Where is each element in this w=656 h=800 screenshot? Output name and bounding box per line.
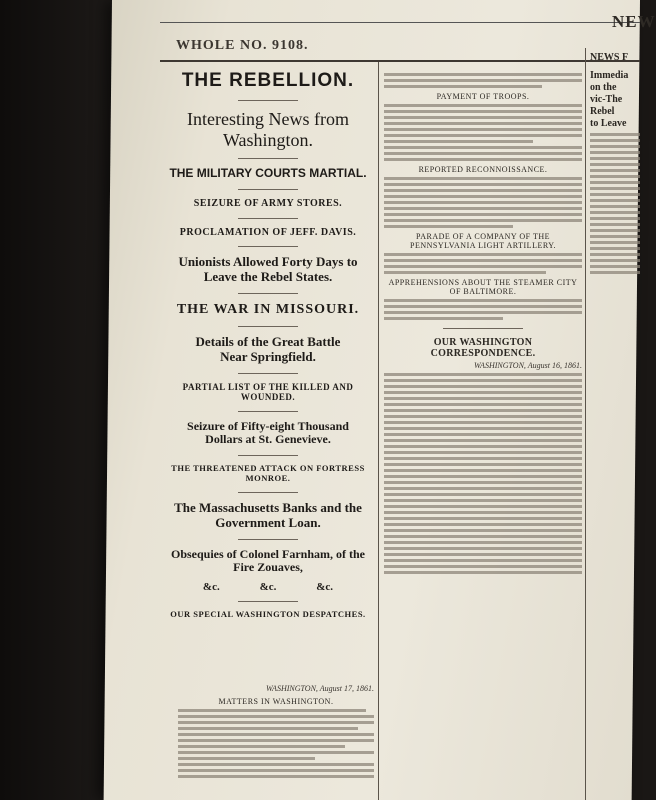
text-line — [384, 397, 582, 400]
text-line — [590, 241, 640, 244]
divider — [238, 492, 298, 493]
text-line — [590, 205, 640, 208]
divider — [443, 328, 523, 329]
text-line — [384, 79, 582, 82]
divider — [238, 246, 298, 247]
text-line — [590, 151, 640, 154]
column-3-head: NEWS F — [590, 52, 629, 63]
column-divider-1 — [378, 62, 379, 800]
divider — [238, 601, 298, 602]
text-line — [590, 181, 640, 184]
text-line — [384, 158, 582, 161]
section-heading: PARADE OF A COMPANY OF THE PENNSYLVANIA LIGHT ARTILLERY. — [410, 232, 556, 250]
text-line — [178, 775, 374, 778]
headline-proclamation: PROCLAMATION OF JEFF. DAVIS. — [179, 226, 357, 238]
divider — [238, 373, 298, 374]
text-line — [384, 134, 582, 137]
text-line — [590, 199, 640, 202]
text-line — [384, 553, 582, 556]
column-3-fragment: Immedia — [590, 70, 629, 81]
masthead-fragment: NEW — [612, 12, 656, 31]
text-line — [384, 373, 582, 376]
text-line — [384, 128, 582, 131]
etc-mark: &c. — [202, 581, 220, 594]
subhead-matters: MATTERS IN WASHINGTON. — [218, 697, 334, 706]
top-rule — [160, 22, 640, 23]
text-line — [178, 733, 374, 736]
headline-unionists: Unionists Allowed Forty Days to Leave the Rebel States. — [178, 254, 358, 284]
text-line — [590, 139, 640, 142]
text-line — [384, 385, 582, 388]
divider — [238, 100, 298, 101]
column-3-fragment: Rebel — [590, 106, 615, 117]
text-line — [384, 457, 582, 460]
headline-army-stores: SEIZURE OF ARMY STORES. — [193, 198, 343, 210]
text-line — [384, 317, 503, 320]
divider — [238, 218, 298, 219]
text-line — [384, 379, 582, 382]
header-rule — [160, 60, 640, 62]
text-line — [384, 421, 582, 424]
text-line — [384, 409, 582, 412]
text-line — [384, 253, 582, 256]
text-line — [384, 116, 582, 119]
text-line — [384, 73, 582, 76]
text-line — [384, 541, 582, 544]
text-line — [384, 535, 582, 538]
text-line — [590, 235, 640, 238]
section-heading: REPORTED RECONNOISSANCE. — [418, 165, 548, 174]
etc-mark: &c. — [316, 581, 334, 594]
text-line — [384, 571, 582, 574]
column-1 — [160, 66, 376, 620]
text-line — [384, 110, 582, 113]
column-2 — [384, 70, 582, 577]
headline-springfield: Details of the Great Battle Near Springfield. — [195, 333, 341, 364]
headline-rebellion: THE REBELLION. — [181, 70, 355, 91]
section-heading: PAYMENT OF TROOPS. — [436, 92, 530, 101]
column-1-body — [178, 684, 374, 781]
text-line — [384, 547, 582, 550]
headline-courts-martial: THE MILITARY COURTS MARTIAL. — [169, 166, 367, 181]
text-line — [384, 152, 582, 155]
text-line — [384, 469, 582, 472]
text-line — [590, 157, 640, 160]
text-line — [178, 751, 374, 754]
text-line — [590, 211, 640, 214]
text-line — [590, 145, 640, 148]
text-line — [178, 745, 345, 748]
text-line — [384, 219, 582, 222]
special-despatches-head: OUR SPECIAL WASHINGTON DESPATCHES. — [170, 609, 366, 620]
divider — [238, 411, 298, 412]
text-line — [384, 299, 582, 302]
text-line — [178, 757, 315, 760]
text-line — [384, 195, 582, 198]
divider — [238, 158, 298, 159]
column-3-fragment: on the — [590, 82, 617, 93]
text-line — [178, 739, 374, 742]
issue-number: WHOLE NO. 9108. — [176, 38, 309, 53]
text-line — [590, 217, 640, 220]
text-line — [384, 529, 582, 532]
text-line — [178, 715, 374, 718]
column-3-fragment: vic-The — [590, 94, 623, 105]
text-line — [590, 163, 640, 166]
headline-interesting-news: Interesting News from Washington. — [187, 108, 349, 150]
text-line — [590, 175, 640, 178]
text-line — [384, 85, 542, 88]
text-line — [384, 559, 582, 562]
column-3-fragment: to Leave — [590, 118, 627, 129]
text-line — [384, 463, 582, 466]
text-line — [384, 439, 582, 442]
text-line — [384, 499, 582, 502]
text-line — [384, 433, 582, 436]
dateline: WASHINGTON, August 17, 1861. — [265, 684, 374, 693]
text-line — [384, 122, 582, 125]
text-line — [384, 511, 582, 514]
divider — [238, 293, 298, 294]
text-line — [384, 271, 546, 274]
text-line — [590, 193, 640, 196]
text-line — [178, 721, 374, 724]
text-line — [384, 189, 582, 192]
text-line — [590, 247, 640, 250]
text-line — [590, 169, 640, 172]
text-line — [590, 271, 640, 274]
text-line — [384, 415, 582, 418]
text-line — [384, 493, 582, 496]
text-line — [178, 709, 366, 712]
text-line — [384, 305, 582, 308]
text-line — [178, 769, 374, 772]
text-line — [384, 183, 582, 186]
text-line — [590, 229, 640, 232]
divider — [238, 455, 298, 456]
headline-farnham: Obsequies of Colonel Farnham, of the Fire Zouaves, — [170, 546, 365, 575]
text-line — [590, 187, 640, 190]
text-line — [384, 265, 582, 268]
headline-war-missouri: THE WAR IN MISSOURI. — [176, 301, 360, 317]
headline-fortress-monroe: THE THREATENED ATTACK ON FORTRESS MONROE. — [171, 463, 365, 483]
column-divider-2 — [585, 48, 586, 800]
text-line — [384, 201, 582, 204]
headline-killed-wounded: PARTIAL LIST OF THE KILLED AND WOUNDED. — [182, 381, 354, 403]
column-3 — [590, 52, 640, 277]
text-line — [384, 445, 582, 448]
text-line — [384, 146, 582, 149]
correspondence-dateline: WASHINGTON, August 16, 1861. — [473, 361, 582, 370]
text-line — [384, 517, 582, 520]
text-line — [384, 427, 582, 430]
text-line — [590, 223, 640, 226]
text-line — [590, 259, 640, 262]
text-line — [178, 727, 358, 730]
section-heading: APPREHENSIONS ABOUT THE STEAMER CITY OF BALTIMORE. — [388, 278, 578, 296]
text-line — [384, 104, 582, 107]
divider — [238, 326, 298, 327]
text-line — [384, 259, 582, 262]
text-line — [384, 475, 582, 478]
text-line — [384, 505, 582, 508]
etc-mark: &c. — [259, 581, 277, 594]
text-line — [384, 391, 582, 394]
text-line — [384, 487, 582, 490]
headline-massachusetts-banks: The Massachusetts Banks and the Government Loan. — [174, 499, 362, 530]
etc-line — [183, 581, 353, 593]
text-line — [590, 265, 640, 268]
text-line — [590, 133, 640, 136]
divider — [238, 189, 298, 190]
text-line — [384, 403, 582, 406]
text-line — [384, 225, 513, 228]
text-line — [384, 213, 582, 216]
text-line — [384, 481, 582, 484]
text-line — [384, 311, 582, 314]
correspondence-title: OUR WASHINGTON CORRESPONDENCE. — [430, 337, 536, 359]
text-line — [384, 207, 582, 210]
text-line — [384, 140, 533, 143]
text-line — [384, 177, 582, 180]
text-line — [178, 763, 374, 766]
text-line — [384, 451, 582, 454]
headline-st-genevieve: Seizure of Fifty-eight Thousand Dollars at St. Genevieve. — [187, 418, 349, 447]
text-line — [384, 523, 582, 526]
divider — [238, 539, 298, 540]
text-line — [384, 565, 582, 568]
text-line — [590, 253, 640, 256]
